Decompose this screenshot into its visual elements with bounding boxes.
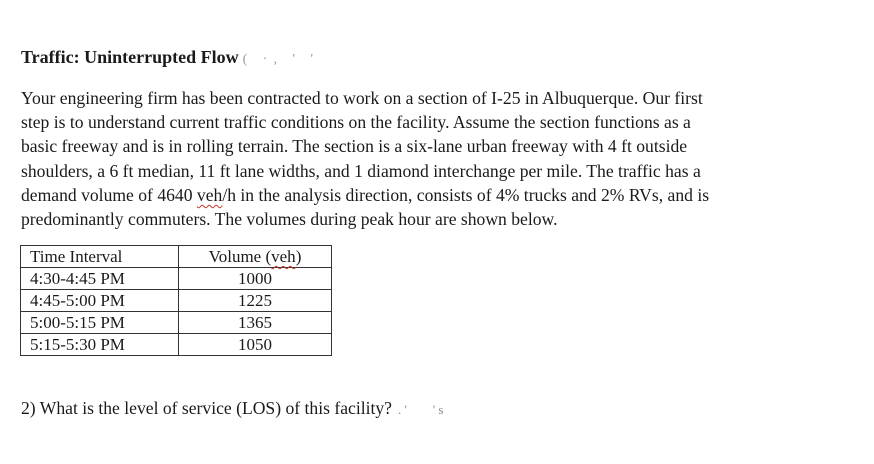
header-volume-suffix: )	[295, 247, 302, 266]
title-text: Traffic: Uninterrupted Flow	[21, 47, 239, 67]
cell-interval: 4:45-5:00 PM	[21, 290, 179, 312]
cell-interval: 5:15-5:30 PM	[21, 334, 179, 356]
question-faint-b: ' s	[432, 402, 444, 417]
spellcheck-word-veh: veh	[196, 184, 223, 205]
paragraph-line-2: step is to understand current traffic conditions on the facility. Assume the section functions as a	[21, 112, 691, 133]
cell-interval: 5:00-5:15 PM	[21, 312, 179, 334]
problem-paragraph	[21, 86, 821, 231]
header-volume-unit: veh	[271, 247, 296, 266]
paragraph-line-6: predominantly commuters. The volumes during peak hour are shown below.	[21, 209, 558, 230]
page-title	[21, 47, 319, 68]
peak-hour-volume-table	[20, 245, 332, 356]
cell-volume: 1050	[179, 334, 332, 356]
title-faint-marks: ( ·, ' '	[242, 52, 320, 67]
table-row	[21, 290, 332, 312]
cell-volume: 1365	[179, 312, 332, 334]
paragraph-line-4: shoulders, a 6 ft median, 11 ft lane widths, and 1 diamond interchange per mile. The traffic has a	[21, 160, 701, 181]
question-text: 2) What is the level of service (LOS) of this facility?	[21, 398, 392, 418]
cell-volume: 1000	[179, 268, 332, 290]
question-2	[21, 398, 443, 419]
paragraph-line-1: Your engineering firm has been contracted to work on a section of I-25 in Albuquerque. Our first	[21, 88, 703, 108]
cell-volume: 1225	[179, 290, 332, 312]
header-volume	[179, 246, 332, 268]
table-row	[21, 268, 332, 290]
table-row	[21, 334, 332, 356]
question-faint-a: . '	[397, 402, 407, 417]
paragraph-line-3: basic freeway and is in rolling terrain. The section is a six-lane urban freeway with 4 ft outside	[21, 136, 688, 157]
header-time-interval: Time Interval	[21, 246, 179, 268]
paragraph-line-5-before: demand volume of 4640	[21, 184, 197, 205]
table-header-row	[21, 246, 332, 268]
paragraph-line-5-after: /h in the analysis direction, consists of 4% trucks and 2% RVs, and is	[222, 184, 710, 205]
cell-interval: 4:30-4:45 PM	[21, 268, 179, 290]
table-row	[21, 312, 332, 334]
header-volume-prefix: Volume (	[208, 247, 272, 266]
paragraph-line-5	[21, 183, 821, 207]
